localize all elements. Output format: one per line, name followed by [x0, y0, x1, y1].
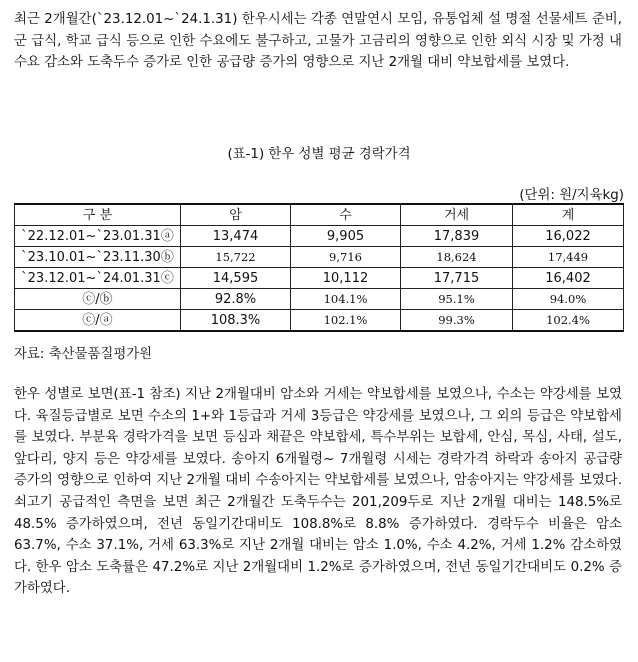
table-cell: 13,474	[181, 226, 291, 247]
table-cell: 99.3%	[401, 310, 513, 332]
header-steer: 거세	[401, 204, 513, 226]
table-cell: 108.3%	[181, 310, 291, 332]
table-cell: 9,905	[291, 226, 401, 247]
header-total: 계	[513, 204, 624, 226]
intro-paragraph: 최근 2개월간(`23.12.01~`24.1.31) 한우시세는 각종 연말연시 모임, 유통업체 설 명절 선물세트 준비, 군 급식, 학교 급식 등으로 인한 수요에도 불구하고, 고물가 고금리의 영향으로 인한 외식 시장 및 가정 내 수요 감소와 도축두수 증가로 인한 공급량 증가의 영향으로 지난 2개월 대비 약보합세를 보였다.	[14, 12, 622, 71]
table-cell: 9,716	[291, 247, 401, 268]
table-cell: 18,624	[401, 247, 513, 268]
header-category: 구 분	[15, 204, 181, 226]
price-table	[14, 203, 624, 332]
table-cell: 92.8%	[181, 289, 291, 310]
table-cell: 102.4%	[513, 310, 624, 332]
row-label: `23.10.01~`23.11.30ⓑ	[15, 247, 181, 268]
table-unit: (단위: 원/지육kg)	[519, 188, 624, 203]
table-header-row	[15, 204, 624, 226]
table-cell: 16,402	[513, 268, 624, 289]
table-row	[15, 310, 624, 332]
table-cell: 94.0%	[513, 289, 624, 310]
row-label: `22.12.01~`23.01.31ⓐ	[15, 226, 181, 247]
row-label: `23.12.01~`24.01.31ⓒ	[15, 268, 181, 289]
table-cell: 14,595	[181, 268, 291, 289]
row-label: ⓒ/ⓑ	[15, 289, 181, 310]
table-cell: 17,449	[513, 247, 624, 268]
table-row	[15, 289, 624, 310]
table-cell: 15,722	[181, 247, 291, 268]
body-paragraph: 한우 성별로 보면(표-1 참조) 지난 2개월대비 암소와 거세는 약보합세를 보였으나, 수소는 약강세를 보였다. 육질등급별로 보면 수소의 1+와 1등급과 거세 3등급은 약강세를 보였으나, 그 외의 등급은 약보합세를 보였다. 부분육 경락가격을 보면 등심과 채끝은 약보합세, 특수부위는 보합세, 안심, 목심, 사태, 설도, 앞다리, 양지 등은 약강세를 보였다. 송아지 6개월령~ 7개월령 시세는 경락가격 하락과 송아지 공급량 증가의 영향으로 인하여 지난 2개월 대비 수송아지는 약보합세를 보였으나, 암송아지는 약강세를 보였다. 쇠고기 공급적인 측면을 보면 최근 2개월간 도축두수는 201,209두로 지난 2개월 대비는 148.5%로 48.5% 증가하였으며, 전년 동일기간대비도 108.8%로 8.8% 증가하였다. 경락두수 비율은 암소 63.7%, 수소 37.1%, 거세 63.3%로 지난 2개월 대비는 암소 1.0%, 수소 4.2%, 거세 1.2% 감소하였다. 한우 암소 도축률은 47.2%로 지난 2개월대비 1.2%로 증가하였으며, 전년 동일기간대비도 0.2% 증가하였다.	[14, 387, 622, 597]
table-cell: 17,839	[401, 226, 513, 247]
table-row	[15, 226, 624, 247]
table-row	[15, 247, 624, 268]
table-row	[15, 268, 624, 289]
source-note: 자료: 축산물품질평가원	[14, 347, 153, 362]
table-cell: 17,715	[401, 268, 513, 289]
table-cell: 16,022	[513, 226, 624, 247]
header-female: 암	[181, 204, 291, 226]
table-cell: 104.1%	[291, 289, 401, 310]
table-cell: 10,112	[291, 268, 401, 289]
table-caption: (표-1) 한우 성별 평균 경락가격	[227, 147, 411, 162]
header-male: 수	[291, 204, 401, 226]
row-label: ⓒ/ⓐ	[15, 310, 181, 332]
table-cell: 102.1%	[291, 310, 401, 332]
table-cell: 95.1%	[401, 289, 513, 310]
